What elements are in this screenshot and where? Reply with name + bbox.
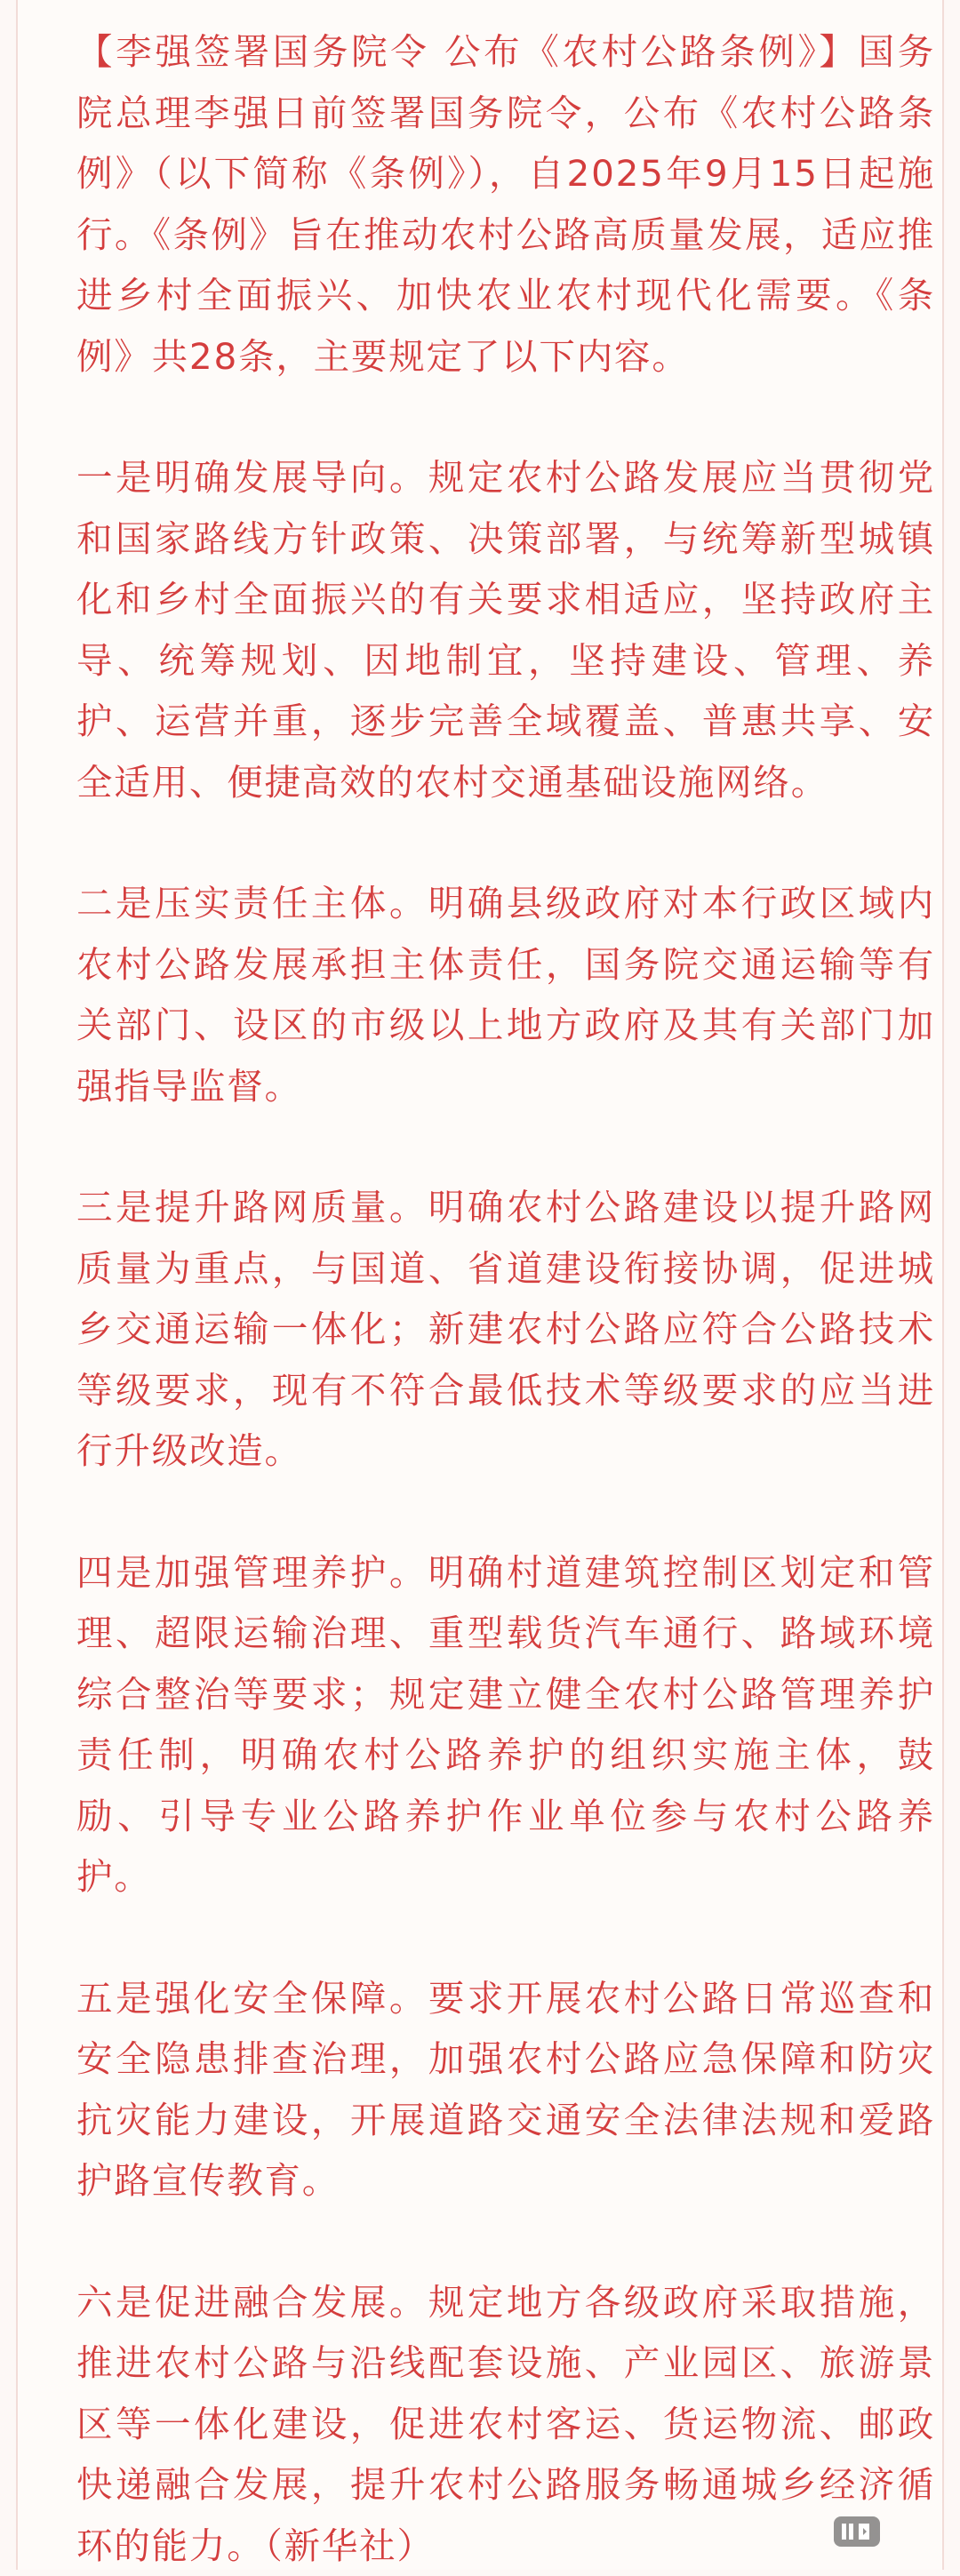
view-full-image-icon[interactable]	[834, 2516, 880, 2547]
point-4-paragraph: 四是加强管理养护。明确村道建筑控制区划定和管理、超限运输治理、重型载货汽车通行、路域环境综合整治等要求；规定建立健全农村公路管理养护责任制，明确农村公路养护的组织实施主体，鼓励、引导专业公路养护作业单位参与农村公路养护。	[76, 1542, 935, 1908]
point-1-paragraph: 一是明确发展导向。规定农村公路发展应当贯彻党和国家路线方针政策、决策部署，与统筹新型城镇化和乡村全面振兴的有关要求相适应，坚持政府主导、统筹规划、因地制宜，坚持建设、管理、养护、运营并重，逐步完善全域覆盖、普惠共享、安全适用、便捷高效的农村交通基础设施网络。	[76, 447, 935, 812]
article-body	[76, 21, 935, 2576]
point-5-paragraph: 五是强化安全保障。要求开展农村公路日常巡查和安全隐患排查治理，加强农村公路应急保障和防灾抗灾能力建设，开展道路交通安全法律法规和爱路护路宣传教育。	[76, 1968, 935, 2212]
intro-paragraph: 【李强签署国务院令 公布《农村公路条例》】国务院总理李强日前签署国务院令，公布《农村公路条例》（以下简称《条例》），自2025年9月15日起施行。《条例》旨在推动农村公路高质量发展，适应推进乡村全面振兴、加快农业农村现代化需要。《条例》共28条，主要规定了以下内容。	[76, 21, 935, 387]
point-2-paragraph: 二是压实责任主体。明确县级政府对本行政区域内农村公路发展承担主体责任，国务院交通运输等有关部门、设区的市级以上地方政府及其有关部门加强指导监督。	[76, 873, 935, 1116]
point-3-paragraph: 三是提升路网质量。明确农村公路建设以提升路网质量为重点，与国道、省道建设衔接协调，促进城乡交通运输一体化；新建农村公路应符合公路技术等级要求，现有不符合最低技术等级要求的应当进行升级改造。	[76, 1177, 935, 1482]
article-page	[16, 0, 944, 2570]
point-6-paragraph: 六是促进融合发展。规定地方各级政府采取措施，推进农村公路与沿线配套设施、产业园区、旅游景区等一体化建设，促进农村客运、货运物流、邮政快递融合发展，提升农村公路服务畅通城乡经济循环的能力。（新华社）	[76, 2272, 935, 2576]
